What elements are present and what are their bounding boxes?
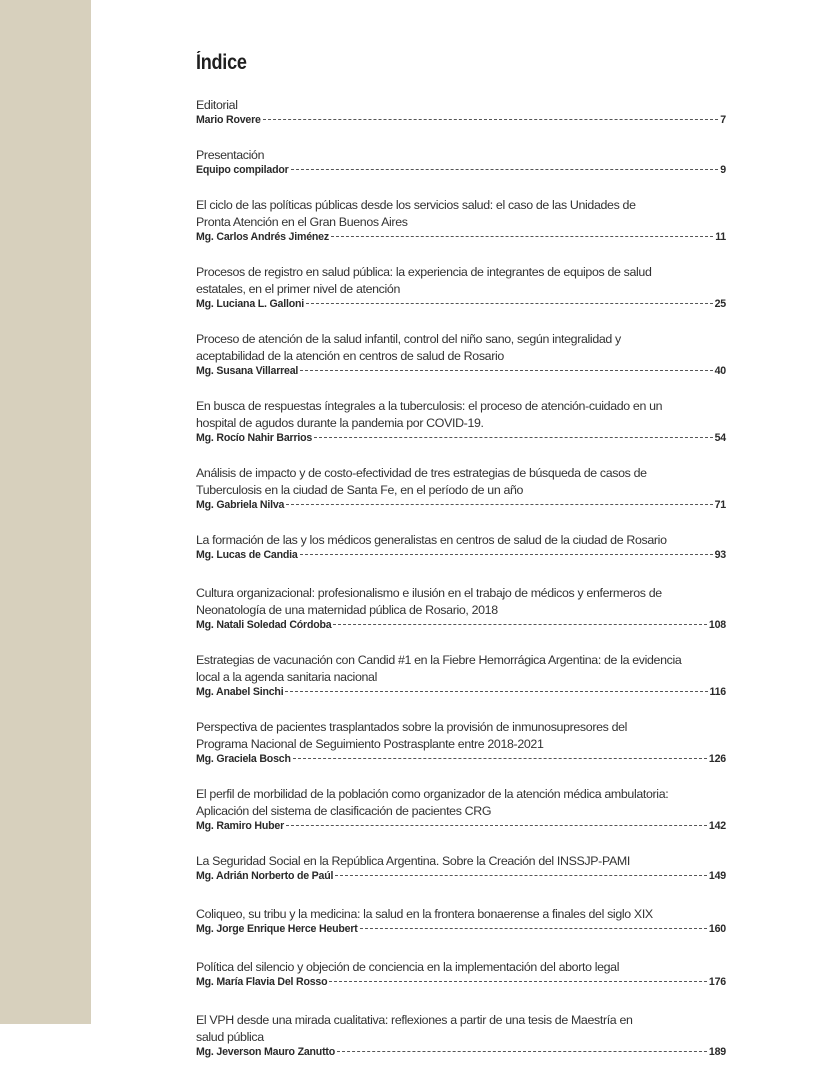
- entry-page-number: 93: [714, 549, 726, 561]
- entry-title-line: estatales, en el primer nivel de atención: [196, 282, 400, 296]
- entry-title-line: La Seguridad Social en la República Argentina. Sobre la Creación del INSSJP-PAMI: [196, 854, 630, 868]
- side-color-band: [0, 0, 91, 1024]
- entry-page-number: 9: [720, 164, 726, 176]
- entry-page-number: 149: [708, 870, 726, 882]
- entry-title-line: El perfil de morbilidad de la población como organizador de la atención médica ambulatoria:: [196, 787, 669, 801]
- entry-page-number: 7: [720, 114, 726, 126]
- index-entry[interactable]: [196, 585, 726, 632]
- entry-page-number: 176: [708, 976, 726, 988]
- entry-page-number: 160: [708, 923, 726, 935]
- entry-page-number: 25: [714, 298, 726, 310]
- dot-leader: [306, 303, 713, 304]
- entry-page-number: 54: [714, 432, 726, 444]
- entry-title-line: Estrategias de vacunación con Candid #1 en la Fiebre Hemorrágica Argentina: de la evidencia: [196, 653, 682, 667]
- dot-leader: [337, 1051, 707, 1052]
- dot-leader: [360, 928, 707, 929]
- dot-leader: [329, 981, 707, 982]
- entry-author-line: [196, 298, 726, 311]
- index-entry[interactable]: [196, 264, 726, 311]
- entry-author-line: [196, 976, 726, 989]
- entry-title-line: Pronta Atención en el Gran Buenos Aires: [196, 215, 408, 229]
- entry-author: Mg. Rocío Nahir Barrios: [196, 432, 313, 444]
- entry-author-line: [196, 549, 726, 562]
- dot-leader: [293, 758, 707, 759]
- index-entry[interactable]: [196, 97, 726, 127]
- dot-leader: [300, 554, 713, 555]
- entry-author-line: [196, 365, 726, 378]
- entry-page-number: 189: [708, 1046, 726, 1058]
- entry-title-line: Perspectiva de pacientes trasplantados sobre la provisión de inmunosupresores del: [196, 720, 628, 734]
- entry-author-line: [196, 686, 726, 699]
- entry-page-number: 40: [714, 365, 726, 377]
- entry-author: Mg. Anabel Sinchi: [196, 686, 284, 698]
- entry-page-number: 11: [715, 231, 726, 243]
- entry-author-line: [196, 231, 726, 244]
- dot-leader: [285, 691, 707, 692]
- dot-leader: [300, 370, 712, 371]
- entry-author-line: [196, 619, 726, 632]
- entry-title-line: Cultura organizacional: profesionalismo e ilusión en el trabajo de médicos y enfermeros de: [196, 586, 662, 600]
- index-entry[interactable]: [196, 853, 726, 883]
- index-entry[interactable]: [196, 906, 726, 936]
- entry-author-line: [196, 820, 726, 833]
- entry-title-line: Neonatología de una maternidad pública de Rosario, 2018: [196, 603, 498, 617]
- entry-title-line: Procesos de registro en salud pública: la experiencia de integrantes de equipos de salud: [196, 265, 652, 279]
- index-entry[interactable]: [196, 331, 726, 378]
- entry-author: Mg. Gabriela Nilva: [196, 499, 285, 511]
- index-entry[interactable]: [196, 1012, 726, 1059]
- page-title: Índice: [196, 51, 247, 74]
- entry-author: Equipo compilador: [196, 164, 289, 176]
- entry-author: Mg. Ramiro Huber: [196, 820, 285, 832]
- entry-author: Mg. María Flavia Del Rosso: [196, 976, 328, 988]
- entry-author-line: [196, 1046, 726, 1059]
- index-entry[interactable]: [196, 959, 726, 989]
- entry-page-number: 142: [708, 820, 726, 832]
- entry-title-line: El VPH desde una mirada cualitativa: reflexiones a partir de una tesis de Maestría en: [196, 1013, 633, 1027]
- index-entry[interactable]: [196, 398, 726, 445]
- dot-leader: [263, 119, 719, 120]
- entry-title-line: La formación de las y los médicos generalistas en centros de salud de la ciudad de Rosario: [196, 533, 667, 547]
- entry-author-line: [196, 923, 726, 936]
- entry-title-line: hospital de agudos durante la pandemia por COVID-19.: [196, 416, 484, 430]
- entry-title-line: Coliqueo, su tribu y la medicina: la salud en la frontera bonaerense a finales del siglo XIX: [196, 907, 653, 921]
- dot-leader: [333, 624, 706, 625]
- entry-author: Mg. Carlos Andrés Jiménez: [196, 231, 329, 243]
- entry-author: Mg. Lucas de Candia: [196, 549, 298, 561]
- entry-title-line: local a la agenda sanitaria nacional: [196, 670, 377, 684]
- entry-author: Mg. Adrián Norberto de Paúl: [196, 870, 334, 882]
- index-entry[interactable]: [196, 465, 726, 512]
- index-entry[interactable]: [196, 147, 726, 177]
- index-entries: [196, 97, 726, 1079]
- entry-author-line: [196, 114, 726, 127]
- entry-author: Mg. Susana Villarreal: [196, 365, 299, 377]
- entry-author: Mg. Jorge Enrique Herce Heubert: [196, 923, 358, 935]
- entry-author-line: [196, 870, 726, 883]
- entry-title-line: salud pública: [196, 1030, 264, 1044]
- entry-author: Mg. Natali Soledad Córdoba: [196, 619, 332, 631]
- entry-title-line: aceptabilidad de la atención en centros de salud de Rosario: [196, 349, 504, 363]
- entry-title-line: Tuberculosis en la ciudad de Santa Fe, en el período de un año: [196, 483, 524, 497]
- entry-title-line: Análisis de impacto y de costo-efectividad de tres estrategias de búsqueda de casos de: [196, 466, 647, 480]
- entry-title-line: Aplicación del sistema de clasificación de pacientes CRG: [196, 804, 492, 818]
- entry-title-line: Política del silencio y objeción de conciencia en la implementación del aborto legal: [196, 960, 620, 974]
- index-entry[interactable]: [196, 652, 726, 699]
- entry-page-number: 126: [708, 753, 726, 765]
- entry-title-line: Programa Nacional de Seguimiento Postrasplante entre 2018-2021: [196, 737, 544, 751]
- entry-page-number: 116: [709, 686, 726, 698]
- index-entry[interactable]: [196, 197, 726, 244]
- entry-author-line: [196, 432, 726, 445]
- entry-author: Mg. Luciana L. Galloni: [196, 298, 305, 310]
- entry-title-line: En busca de respuestas íntegrales a la tuberculosis: el proceso de atención-cuidado en un: [196, 399, 663, 413]
- entry-page-number: 108: [708, 619, 726, 631]
- entry-author: Mg. Jeverson Mauro Zanutto: [196, 1046, 336, 1058]
- entry-title-line: Proceso de atención de la salud infantil, control del niño sano, según integralidad y: [196, 332, 621, 346]
- entry-author: Mario Rovere: [196, 114, 261, 126]
- dot-leader: [286, 504, 712, 505]
- entry-title-line: Presentación: [196, 148, 265, 162]
- entry-author-line: [196, 753, 726, 766]
- index-entry[interactable]: [196, 786, 726, 833]
- dot-leader: [286, 825, 707, 826]
- dot-leader: [331, 236, 713, 237]
- dot-leader: [335, 875, 707, 876]
- entry-title-line: Editorial: [196, 98, 238, 112]
- index-entry[interactable]: [196, 719, 726, 766]
- entry-author: Mg. Graciela Bosch: [196, 753, 291, 765]
- entry-page-number: 71: [714, 499, 726, 511]
- entry-author-line: [196, 499, 726, 512]
- entry-author-line: [196, 164, 726, 177]
- dot-leader: [314, 437, 713, 438]
- entry-title-line: El ciclo de las políticas públicas desde los servicios salud: el caso de las Unidades de: [196, 198, 636, 212]
- dot-leader: [291, 169, 719, 170]
- index-entry[interactable]: [196, 532, 726, 562]
